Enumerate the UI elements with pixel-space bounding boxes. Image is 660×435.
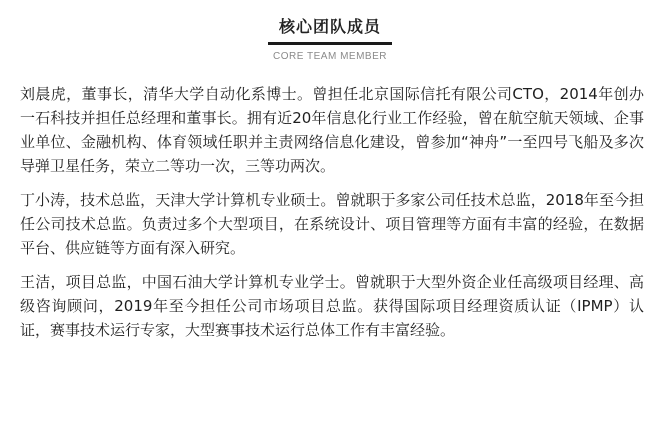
team-member-list bbox=[20, 82, 644, 352]
section-subtitle: CORE TEAM MEMBER bbox=[273, 51, 387, 62]
member-bio-liu-chenhu: 刘晨虎，董事长，清华大学自动化系博士。曾担任北京国际信托有限公司CTO，2014年创办一石科技并担任总经理和董事长。拥有近20年信息化行业工作经验，曾在航空航天领域、企事业单位、金融机构、体育领域任职并主责网络信息化建设，曾参加“神舟”一至四号飞船及多次导弹卫星任务，荣立二等功一次，三等功两次。 bbox=[20, 85, 644, 175]
member-bio-wang-jie: 王洁，项目总监，中国石油大学计算机专业学士。曾就职于大型外资企业任高级项目经理、高级咨询顾问，2019年至今担任公司市场项目总监。获得国际项目经理资质认证（IPMP）认证，赛事技术运行专家，大型赛事技术运行总体工作有丰富经验。 bbox=[20, 273, 644, 339]
member-bio-ding-xiaotao: 丁小涛，技术总监，天津大学计算机专业硕士。曾就职于多家公司任技术总监，2018年至今担任公司技术总监。负责过多个大型项目，在系统设计、项目管理等方面有丰富的经验，在数据平台、供应链等方面有深入研究。 bbox=[20, 191, 644, 257]
title-underline bbox=[268, 42, 392, 45]
section-header bbox=[0, 16, 660, 64]
section-title: 核心团队成员 bbox=[278, 17, 381, 36]
